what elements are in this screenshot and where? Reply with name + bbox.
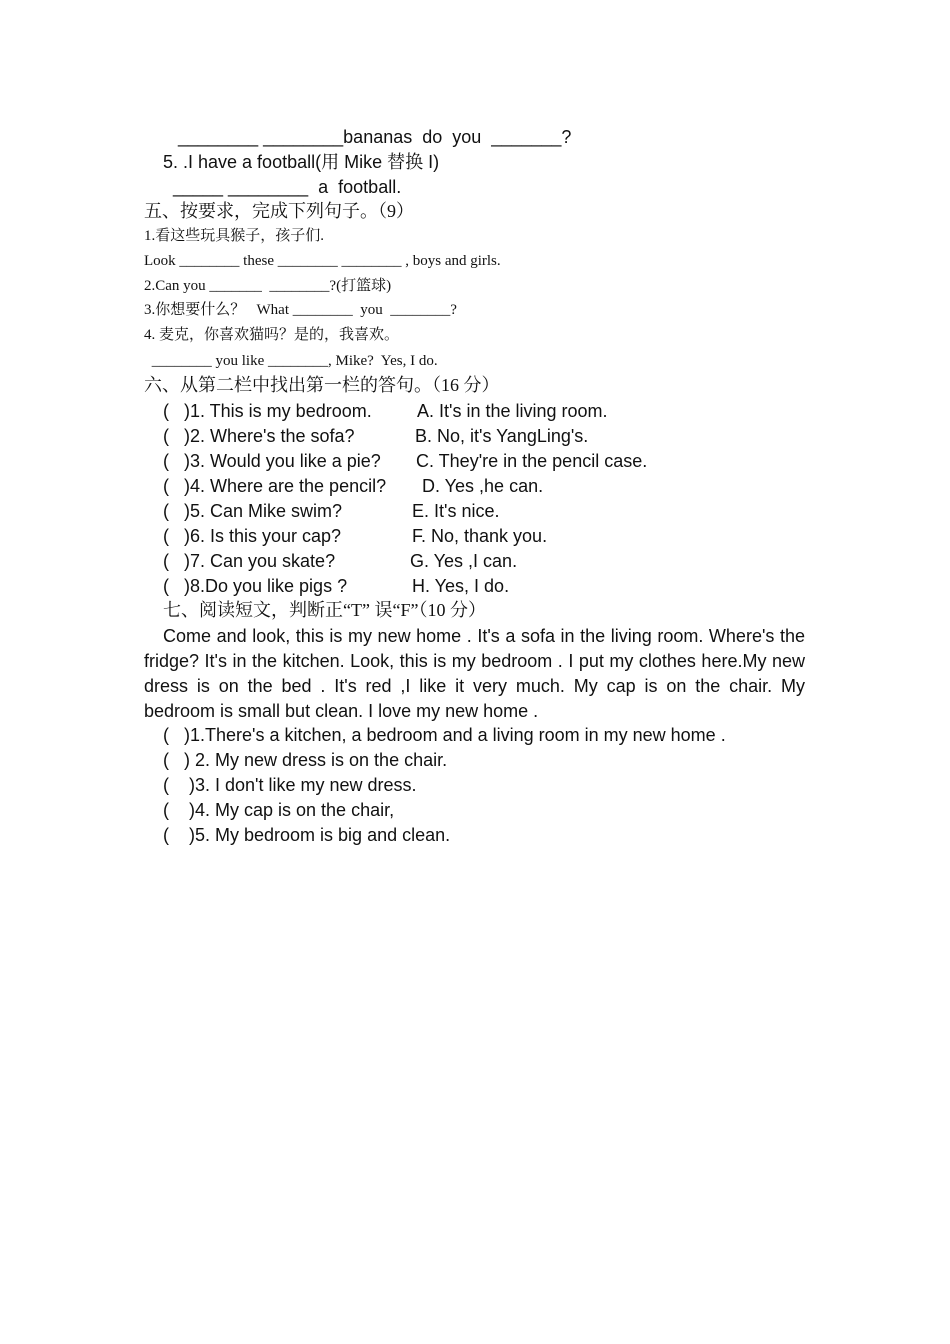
s6-question-4: ( )4. Where are the pencil? [163,476,387,496]
s6-answer-f: F. No, thank you. [412,526,548,546]
s6-question-1: ( )1. This is my bedroom. [163,401,372,421]
section6-heading: 六、从第二栏中找出第一栏的答句。（16 分） [144,375,500,395]
s6-question-6: ( )6. Is this your cap? [163,526,342,546]
s7-item-4: ( )4. My cap is on the chair, [163,800,395,820]
s6-answer-d: D. Yes ,he can. [422,476,544,496]
s6-answer-e: E. It's nice. [412,501,500,521]
s6-answer-b: B. No, it's YangLing's. [415,426,589,446]
s5-line-3: 2.Can you _______ ________?(打篮球) [144,278,392,294]
s7-item-3: ( )3. I don't like my new dress. [163,775,417,795]
s6-answer-g: G. Yes ,I can. [410,551,518,571]
reading-passage: Come and look, this is my new home . It's a sofa in the living room. Where's the fridge? It's in the kitchen. Look, this is my bedroom . I put my clothes here.My new dress is on the bed . It's red ,I like it very much. My cap is on the chair. My bedroom is small but clean. I love my new home . [144,626,805,721]
s7-item-1: ( )1.There's a kitchen, a bedroom and a living room in my new home . [163,725,726,745]
s6-question-7: ( )7. Can you skate? [163,551,336,571]
s6-question-8: ( )8.Do you like pigs ? [163,576,348,596]
s6-answer-h: H. Yes, I do. [412,576,510,596]
s4-line-blanks-bananas: ________ ________bananas do you _______? [178,127,572,147]
s5-line-6: ________ you like ________, Mike? Yes, I do. [148,353,438,369]
s6-question-5: ( )5. Can Mike swim? [163,501,343,521]
section7-heading: 七、阅读短文，判断正“T” 误“F”（10 分） [163,600,486,620]
s7-item-5: ( )5. My bedroom is big and clean. [163,825,451,845]
s5-line-5: 4. 麦克，你喜欢猫吗？是的，我喜欢。 [144,327,400,343]
s5-line-2: Look ________ these ________ ________ , boys and girls. [144,253,501,269]
s6-answer-a: A. It's in the living room. [417,401,608,421]
s6-question-3: ( )3. Would you like a pie? [163,451,381,471]
s5-line-4: 3.你想要什么？ What ________ you ________? [144,302,457,318]
s4-question-5: 5. .I have a football(用 Mike 替换 I) [163,152,440,172]
s6-question-2: ( )2. Where's the sofa? [163,426,355,446]
section5-heading: 五、按要求，完成下列句子。（9） [144,201,414,221]
s6-answer-c: C. They're in the pencil case. [416,451,648,471]
s4-line-blanks-football: _____ ________ a football. [173,177,402,197]
s7-item-2: ( ) 2. My new dress is on the chair. [163,750,448,770]
s5-line-1: 1.看这些玩具猴子，孩子们. [144,228,325,244]
